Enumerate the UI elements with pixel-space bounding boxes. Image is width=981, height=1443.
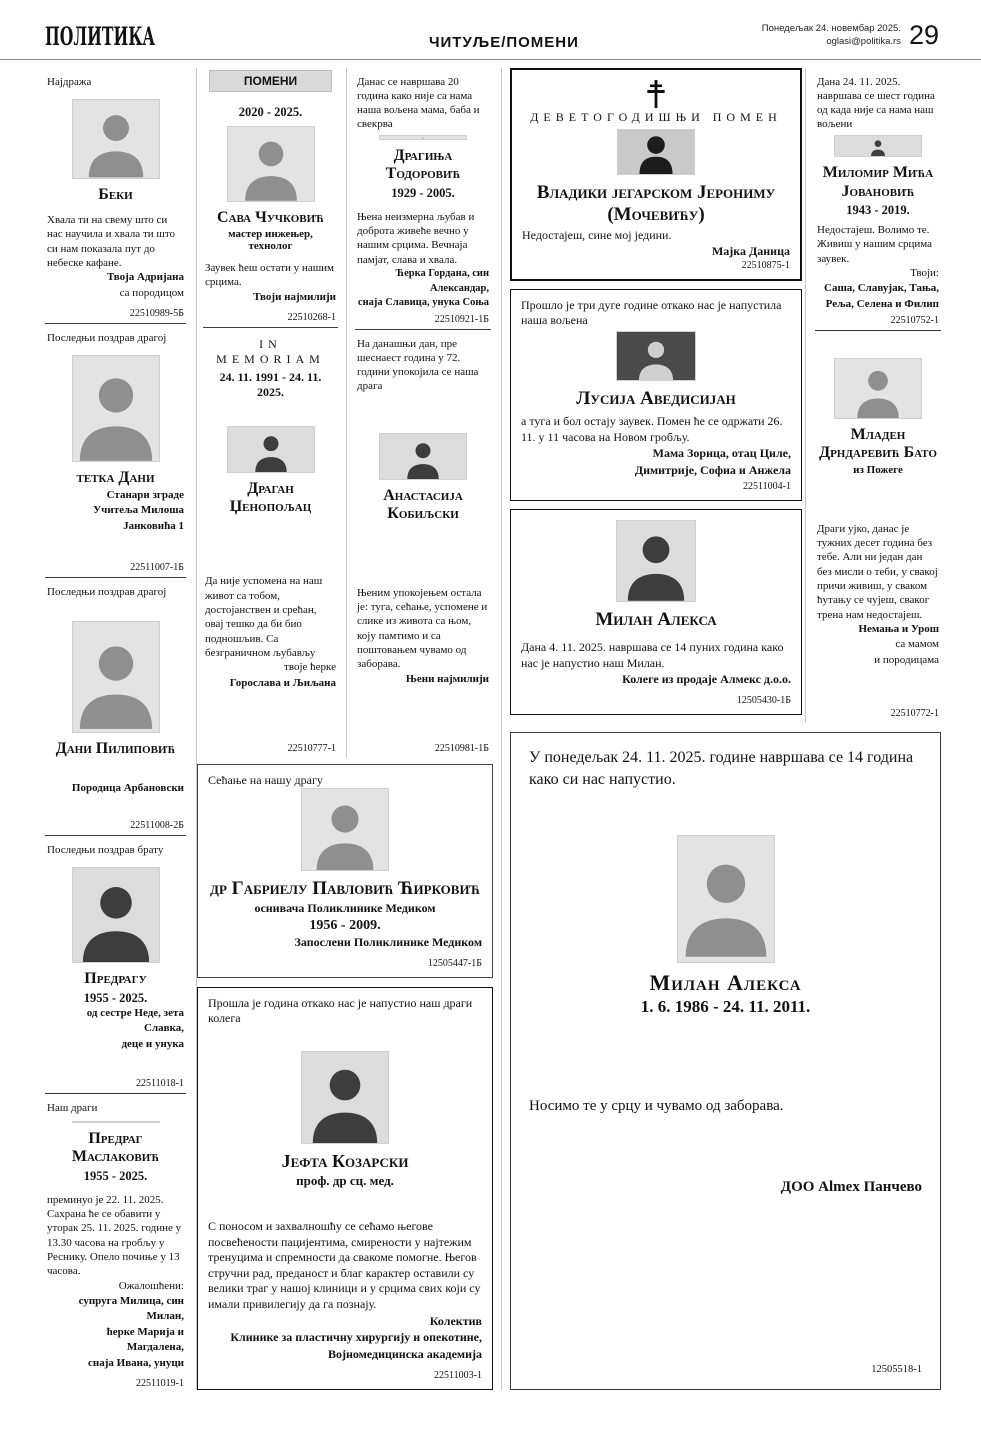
deceased-name: Драгиња Тодоровић xyxy=(385,146,461,183)
column-2 xyxy=(197,68,347,758)
deceased-name: Сава Чучковић xyxy=(217,208,324,226)
portrait-placeholder-icon xyxy=(302,796,388,871)
signature: Твоји најмилији xyxy=(253,290,336,303)
obituary-gabriela-pavlovic xyxy=(197,764,493,978)
deceased-name: Владики јегарском Јерониму xyxy=(536,181,776,203)
deceased-name: Јефта Козарски xyxy=(281,1151,409,1172)
signature: Твоја Адријана са породицом xyxy=(106,271,184,299)
page-number: 29 xyxy=(908,20,939,50)
intro-text: Последњи поздрав драгој xyxy=(47,586,167,598)
portrait-photo xyxy=(834,358,922,419)
deceased-name: др Габриелу Павловић Ћирковић xyxy=(210,878,480,900)
ad-code: 12505430-1Б xyxy=(736,695,791,706)
memorial-text: Дана 4. 11. 2025. навршава се 14 пуних година како нас је напустио наш Милан. xyxy=(521,640,784,670)
intro-text: Прошла је година откако нас је напустио наш драги колега xyxy=(208,996,473,1026)
obituary-tetka-dani xyxy=(45,324,186,578)
deceased-subtitle: из Пожеге xyxy=(853,463,903,476)
portrait-photo xyxy=(379,433,467,480)
signature: Твоји: Саша, Славујак, Тања, Реља, Селена и Филип xyxy=(824,266,939,310)
signature: Колеге из продаје Алмекс д.о.о. xyxy=(622,672,791,687)
deceased-years: 1943 - 2019. xyxy=(846,202,910,217)
portrait-photo xyxy=(72,99,160,179)
ad-code: 22511004-1 xyxy=(743,481,791,492)
deceased-name: Милан Алекса xyxy=(649,970,802,996)
portrait-photo xyxy=(616,520,696,602)
column-4 xyxy=(510,68,802,723)
ad-code: 22510875-1 xyxy=(741,260,790,271)
ad-code: 22510777-1 xyxy=(287,743,336,754)
obituary-jefta-kozarski xyxy=(197,987,493,1390)
obituary-anastasija-kobiljski xyxy=(355,330,491,758)
deceased-name: Предраг Маслаковић xyxy=(71,1130,160,1166)
deceased-name: Лусија Аведисијан xyxy=(576,388,736,410)
memorial-text: а туга и бол остају заувек. Помен ће се одржати 26. 11. у 11 часова на Новом гробљу. xyxy=(521,414,783,444)
obituary-mladen-drndarevic xyxy=(815,331,941,723)
politika-logo: ПОЛИТИКА xyxy=(45,21,156,51)
obituary-dani-pilipovic xyxy=(45,578,186,836)
signature: Немања и Урош са мамом и породицама xyxy=(858,622,939,666)
intro-text: Најдража xyxy=(47,76,92,88)
memoriam-dates: 24. 11. 1991 - 24. 11. 2025. xyxy=(219,370,322,399)
obituary-milan-aleksa-main xyxy=(510,732,941,1390)
ad-code: 12505447-1Б xyxy=(427,958,482,969)
signature: Станари зграде Учитеља Милоша Јанковића 1 xyxy=(93,488,184,532)
portrait-placeholder-icon xyxy=(835,364,921,418)
memorial-text: Њена неизмерна љубав и доброта живеће вечно у нашим срцима. Вечнаја памјат, слава и хвала. xyxy=(357,210,475,266)
deceased-years: 1929 - 2005. xyxy=(391,185,455,200)
portrait-placeholder-icon xyxy=(73,876,159,963)
obituary-vladika-jeronim xyxy=(510,68,802,281)
portrait-placeholder-icon xyxy=(617,336,695,381)
years-top: 2020 - 2025. xyxy=(238,105,303,119)
ad-code: 22510268-1 xyxy=(287,312,336,323)
memorial-text: Да није успомена на наш живот са тобом, достојанствен и срећан, овај тешко да би био подношљив. Са безграничном љубављу xyxy=(205,575,323,659)
portrait-photo xyxy=(72,621,160,733)
deceased-years: 1955 - 2025. xyxy=(83,990,148,1005)
deceased-name: Предрагу xyxy=(84,970,147,988)
intro-text: Наш драги xyxy=(47,1102,98,1114)
orthodox-cross-icon xyxy=(522,80,790,108)
ad-code: 22511007-1Б xyxy=(130,562,184,573)
intro-text: Сећање на нашу драгу xyxy=(208,773,323,787)
obituary-milan-aleksa-pomen xyxy=(510,509,802,715)
deceased-name: Беки xyxy=(98,185,133,203)
deceased-name: Младен Дрндаревић Бато xyxy=(819,425,937,462)
deceased-subtitle: оснивача Поликлинике Медиком xyxy=(254,901,436,916)
signature: Мама Зорица, отац Циле, Димитрије, Софиа и Анжела xyxy=(634,446,791,478)
signature: Мајка Даница xyxy=(711,244,790,259)
portrait-photo xyxy=(227,126,315,202)
columns-4-5 xyxy=(502,68,941,1390)
portrait-photo xyxy=(677,835,775,963)
signature: Ћерка Гордана, син Александар, снаја Славица, унука Соња xyxy=(357,267,489,309)
header-meta xyxy=(762,23,901,48)
page-header xyxy=(0,0,981,60)
memorial-text: Њеним упокојењем остала је: туга, сећање, успомене и слике из живота са њом, коју памтимо и са поштовањем чувамо од заборава. xyxy=(357,586,488,671)
portrait-placeholder-icon xyxy=(380,137,466,139)
column-1 xyxy=(45,68,197,1390)
memorial-text: С поносом и захвалношћу се сећамо његове посвећености пацијентима, смирености у најтежим тренуцима и спремности да свакоме помогне. Његов стручни рад, преданост и благ карактер оставили су велики траг у нашој клиници и у срцима свих који су имали привилегију да га познају. xyxy=(208,1219,481,1312)
memorial-text: Драги ујко, данас је тужних десет година без тебе. Али ни један дан без мисли о теби, у свакој причи живиш, у сваком ћутању се чујеш, сваког трена нам недостајеш. xyxy=(817,522,938,621)
portrait-photo xyxy=(301,788,389,871)
portrait-placeholder-icon xyxy=(617,527,695,601)
portrait-placeholder-icon xyxy=(73,365,159,462)
signature: Њени најмилији xyxy=(405,672,489,685)
deceased-name: Миломир Мића Јовановић xyxy=(822,164,934,200)
obituaries-grid xyxy=(0,60,981,1390)
ad-code: 22510772-1 xyxy=(890,708,939,719)
ad-code: 22511003-1 xyxy=(434,1370,482,1381)
pomen-header: ДЕВЕТОГОДИШЊИ ПОМЕН xyxy=(530,110,782,124)
portrait-placeholder-icon xyxy=(380,438,466,479)
ad-code: 22510921-1Б xyxy=(434,314,489,325)
portrait-photo xyxy=(379,135,467,140)
obituary-dragan-dzenopoljac xyxy=(203,328,338,758)
signature: ДОО Almex Панчево xyxy=(780,1178,922,1195)
ad-code: 22511018-1 xyxy=(136,1078,184,1089)
contact-email: oglasi@politika.rs xyxy=(826,35,901,47)
memorial-text: Носимо те у срцу и чувамо од заборава. xyxy=(529,1098,784,1115)
ad-code: 22510989-5Б xyxy=(129,308,184,319)
portrait-placeholder-icon xyxy=(618,134,694,174)
deceased-name: Анастасија Кобиљски xyxy=(383,487,463,523)
signature: Ожалошћени: супруга Милица, син Милан, ћерке Марија и Магдалена, снаја Ивана, унуци xyxy=(78,1279,184,1369)
deceased-subtitle: проф. др сц. мед. xyxy=(296,1173,394,1189)
memorial-text: преминуо је 22. 11. 2025. Сахрана ће се обавити у уторак 25. 11. 2025. године у 13.30 часова на гробљу у Реснику. Опело почиње у 13 часова. xyxy=(47,1193,182,1278)
deceased-years: 1956 - 2009. xyxy=(309,918,381,934)
signature: Запослени Поликлинике Медиком xyxy=(294,935,482,950)
deceased-years: 1955 - 2025. xyxy=(83,1168,148,1183)
section-label: ПОМЕНИ xyxy=(209,70,332,92)
deceased-name: Милан Алекса xyxy=(595,609,717,631)
deceased-name: Дани Пилиповић xyxy=(55,740,176,758)
page-title: ЧИТУЉЕ/ПОМЕНИ xyxy=(428,34,579,51)
portrait-photo xyxy=(72,867,160,963)
portrait-placeholder-icon xyxy=(73,631,159,732)
memorial-text: Заувек ћеш остати у нашим срцима. xyxy=(205,262,335,289)
issue-date: Понедељак 24. новембар 2025. xyxy=(761,23,901,35)
portrait-placeholder-icon xyxy=(678,846,774,962)
portrait-photo xyxy=(834,135,922,157)
deceased-subtitle: мастер инжењер, технолог xyxy=(228,228,313,253)
memorial-text: Недостајеш. Волимо те. Живиш у нашим срцима заувек. xyxy=(817,223,933,265)
intro-text: У понедељак 24. 11. 2025. године навршава се 14 година како си нас напустио. xyxy=(529,749,914,788)
intro-text: На данашњи дан, пре шеснаест година у 72. години упокојила се наша драга xyxy=(357,338,479,393)
portrait-photo xyxy=(72,1121,160,1123)
ad-code: 22511008-2Б xyxy=(130,820,184,831)
obituary-beki xyxy=(45,68,186,324)
portrait-placeholder-icon xyxy=(228,133,314,201)
in-memoriam-label: IN MEMORIAM xyxy=(216,337,325,366)
deceased-name-2: (Мочевићу) xyxy=(607,203,705,225)
ad-code: 22510752-1 xyxy=(890,315,939,326)
portrait-placeholder-icon xyxy=(835,138,921,156)
memorial-text: Недостајеш, сине мој једини. xyxy=(522,227,672,242)
obituary-predrag-maslakovic xyxy=(45,1094,186,1390)
portrait-photo xyxy=(617,129,695,175)
portrait-photo xyxy=(301,1051,389,1145)
ad-code: 22511019-1 xyxy=(136,1377,184,1389)
ad-code: 12505518-1 xyxy=(871,1364,922,1375)
deceased-name: Драган Џенопољац xyxy=(229,479,312,516)
intro-text: Последњи поздрав брату xyxy=(47,844,164,856)
obituary-draginja-todorovic xyxy=(355,68,491,330)
signature: твоје ћерке Горослава и Љиљана xyxy=(229,661,336,689)
portrait-photo xyxy=(72,355,160,462)
memorial-text: Хвала ти на свему што си нас научила и хвала ти што си нам показала пут до небеске кафане. xyxy=(47,214,176,269)
column-3 xyxy=(347,68,493,758)
portrait-placeholder-icon xyxy=(228,431,314,472)
signature: Колектив Клинике за пластичну хирургију и опекотине, Војномедицинска академија xyxy=(230,1313,482,1362)
portrait-photo xyxy=(616,331,696,382)
ad-code: 22510981-1Б xyxy=(434,743,489,754)
portrait-placeholder-icon xyxy=(73,106,159,177)
signature: од сестре Неде, зета Славка, деце и унука xyxy=(86,1006,184,1050)
portrait-placeholder-icon xyxy=(302,1059,388,1143)
obituary-lusija-avedisijan xyxy=(510,289,802,501)
deceased-name: тетка Дани xyxy=(76,469,155,487)
column-5 xyxy=(805,68,941,723)
intro-text: Последњи поздрав драгој xyxy=(47,332,167,344)
signature: Породица Арбановски xyxy=(71,781,184,794)
intro-text: Данас се навршава 20 година како није са нама наша вољена мама, баба и свекрва xyxy=(357,76,480,131)
columns-2-3 xyxy=(197,68,502,1390)
intro-text: Прошло је три дуге године откако нас је напустила наша вољена xyxy=(521,298,782,328)
obituary-milomir-jovanovic xyxy=(815,68,941,331)
intro-text: Дана 24. 11. 2025. навршава се шест година од када није са нама наш вољени xyxy=(817,76,935,131)
deceased-years: 1. 6. 1986 - 24. 11. 2011. xyxy=(640,997,811,1017)
portrait-photo xyxy=(227,426,315,473)
obituary-sava-cuckovic xyxy=(203,96,338,328)
obituary-predragu xyxy=(45,836,186,1094)
